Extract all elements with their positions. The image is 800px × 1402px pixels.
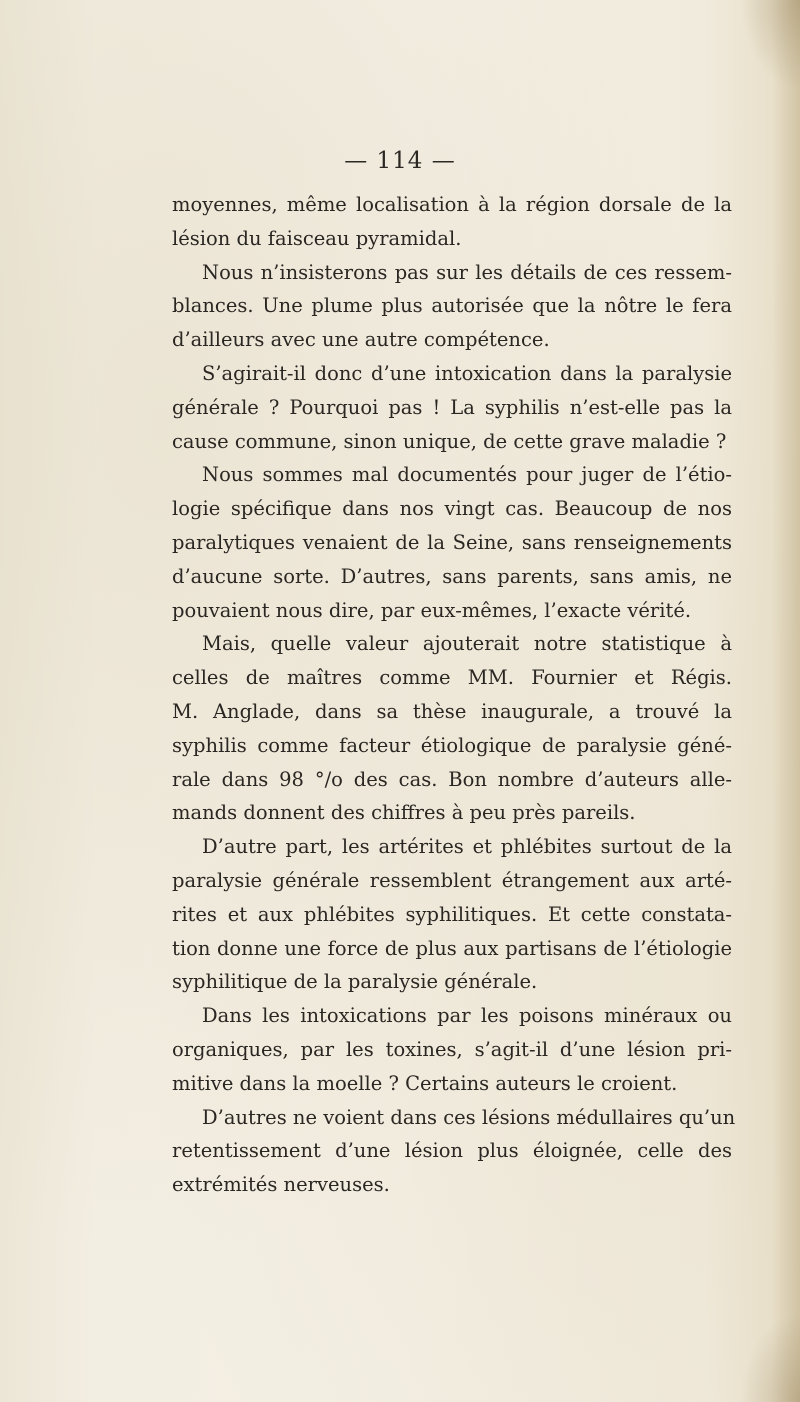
page-edge-shadow: [772, 0, 800, 1402]
text-line: D’autres ne voient dans ces lésions médullaires qu’un: [202, 1105, 736, 1129]
text-line: S’agirait-il donc d’une intoxication dans la paralysie: [202, 361, 732, 385]
text-line: syphilitique de la paralysie générale.: [172, 970, 538, 994]
text-line: mitive dans la moelle ? Certains auteurs le croient.: [172, 1071, 678, 1095]
text-line: rale dans 98 °/o des cas. Bon nombre d’auteurs alle-: [172, 767, 732, 791]
text-line: mands donnent des chiffres à peu près pareils.: [172, 801, 636, 825]
text-line: Nous n’insisterons pas sur les détails de ces ressem-: [202, 260, 732, 284]
text-line: M. Anglade, dans sa thèse inaugurale, a trouvé la: [172, 699, 732, 723]
text-line: cause commune, sinon unique, de cette grave maladie ?: [172, 429, 727, 453]
text-line: rites et aux phlébites syphilitiques. Et cette constata-: [172, 902, 732, 926]
text-line: Dans les intoxications par les poisons minéraux ou: [202, 1004, 732, 1028]
text-line: retentissement d’une lésion plus éloignée, celle des: [172, 1139, 732, 1163]
page-number: — 114 —: [344, 148, 456, 174]
text-line: logie spécifique dans nos vingt cas. Beaucoup de nos: [172, 497, 732, 521]
text-line: D’autre part, les artérites et phlébites surtout de la: [202, 835, 732, 859]
text-line: organiques, par les toxines, s’agit-il d’une lésion pri-: [172, 1037, 732, 1061]
text-line: lésion du faisceau pyramidal.: [172, 226, 462, 250]
text-line: paralysie générale ressemblent étrangement aux arté-: [172, 868, 732, 892]
text-line: tion donne une force de plus aux partisans de l’étiologie: [172, 936, 732, 960]
body-text: [172, 188, 736, 1202]
text-line: blances. Une plume plus autorisée que la nôtre le fera: [172, 294, 732, 318]
text-line: Nous sommes mal documentés pour juger de l’étio-: [202, 463, 732, 487]
page-corner-stain-bottom: [740, 1312, 800, 1402]
page-corner-stain-top: [740, 0, 800, 90]
text-line: moyennes, même localisation à la région dorsale de la: [172, 193, 732, 216]
text-line: générale ? Pourquoi pas ! La syphilis n’est-elle pas la: [172, 395, 732, 419]
text-line: celles de maîtres comme MM. Fournier et Régis.: [172, 666, 732, 690]
text-line: extrémités nerveuses.: [172, 1173, 390, 1197]
text-line: pouvaient nous dire, par eux-mêmes, l’exacte vérité.: [172, 598, 692, 622]
text-line: Mais, quelle valeur ajouterait notre statistique à: [202, 632, 732, 656]
text-line: syphilis comme facteur étiologique de paralysie géné-: [172, 733, 732, 757]
text-line: d’ailleurs avec une autre compétence.: [172, 328, 550, 352]
text-line: d’aucune sorte. D’autres, sans parents, sans amis, ne: [172, 564, 732, 588]
text-line: paralytiques venaient de la Seine, sans renseignements: [172, 530, 732, 554]
